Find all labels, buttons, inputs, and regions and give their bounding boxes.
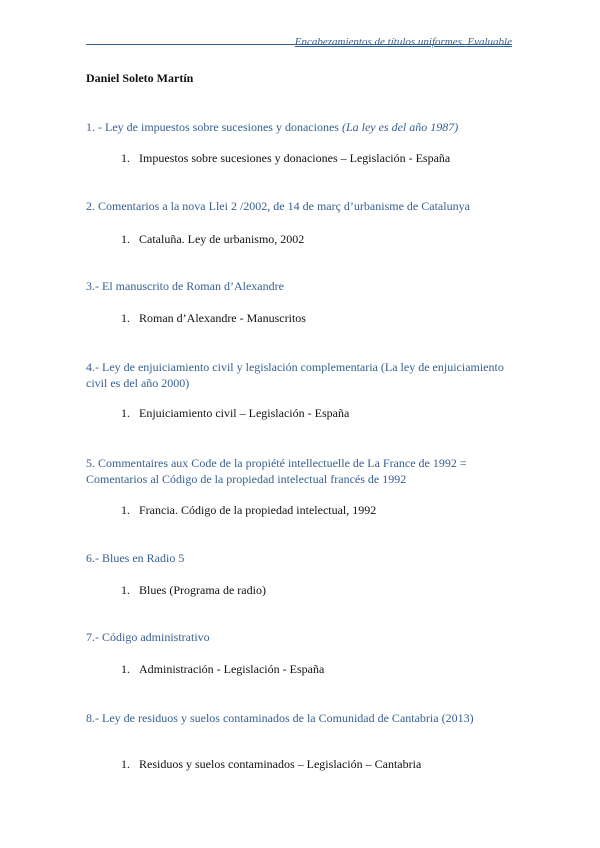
- list-number: 1.: [121, 232, 130, 246]
- list-number: 1.: [121, 311, 130, 325]
- list-number: 1.: [121, 662, 130, 676]
- subject-heading-6: [121, 583, 266, 598]
- subject-heading-text: Francia. Código de la propiedad intelectual, 1992: [139, 503, 377, 517]
- subject-heading-text: Cataluña. Ley de urbanismo, 2002: [139, 232, 305, 246]
- subject-heading-3: [121, 311, 306, 326]
- subject-heading-text: Blues (Programa de radio): [139, 583, 266, 597]
- subject-heading-5: [121, 503, 376, 518]
- list-number: 1.: [121, 503, 130, 517]
- subject-heading-text: Roman d’Alexandre - Manuscritos: [139, 311, 306, 325]
- entry-title-1-text: 1. - Ley de impuestos sobre sucesiones y donaciones: [86, 120, 342, 134]
- entry-title-8: 8.- Ley de residuos y suelos contaminados de la Comunidad de Cantabria (2013): [86, 711, 474, 725]
- entry-title-6: 6.- Blues en Radio 5: [86, 551, 185, 565]
- list-number: 1.: [121, 151, 130, 165]
- entry-title-5: 5. Commentaires aux Code de la propiété intellectuelle de La France de 1992 = Comentarios al Código de la propiedad intelectual francés de 1992: [86, 456, 467, 486]
- entry-title-1: [86, 119, 516, 135]
- list-number: 1.: [121, 406, 130, 420]
- subject-heading-7: [121, 662, 324, 677]
- subject-heading-2: [121, 232, 304, 247]
- subject-heading-text: Residuos y suelos contaminados – Legislación – Cantabria: [139, 757, 422, 771]
- running-header: Encabezamientos de títulos uniformes. Evaluable: [294, 36, 512, 48]
- entry-title-7: 7.- Código administrativo: [86, 630, 210, 644]
- entry-title-1-italic: (La ley es del año 1987): [341, 120, 459, 134]
- list-number: 1.: [121, 757, 130, 771]
- author-name: Daniel Soleto Martín: [86, 71, 194, 85]
- entry-title-4: 4.- Ley de enjuiciamiento civil y legislación complementaria (La ley de enjuiciamiento civil es del año 2000): [86, 360, 504, 390]
- entry-title-2: 2. Comentarios a la nova Llei 2 /2002, de 14 de març d’urbanisme de Catalunya: [86, 199, 470, 213]
- subject-heading-text: Enjuiciamiento civil – Legislación - España: [139, 406, 350, 420]
- subject-heading-text: Impuestos sobre sucesiones y donaciones – Legislación - España: [139, 151, 451, 165]
- subject-heading-text: Administración - Legislación - España: [139, 662, 325, 676]
- subject-heading-8: [121, 757, 421, 772]
- entry-title-3: 3.- El manuscrito de Roman d’Alexandre: [86, 279, 284, 293]
- subject-heading-1: [121, 151, 450, 166]
- list-number: 1.: [121, 583, 130, 597]
- subject-heading-4: [121, 406, 349, 421]
